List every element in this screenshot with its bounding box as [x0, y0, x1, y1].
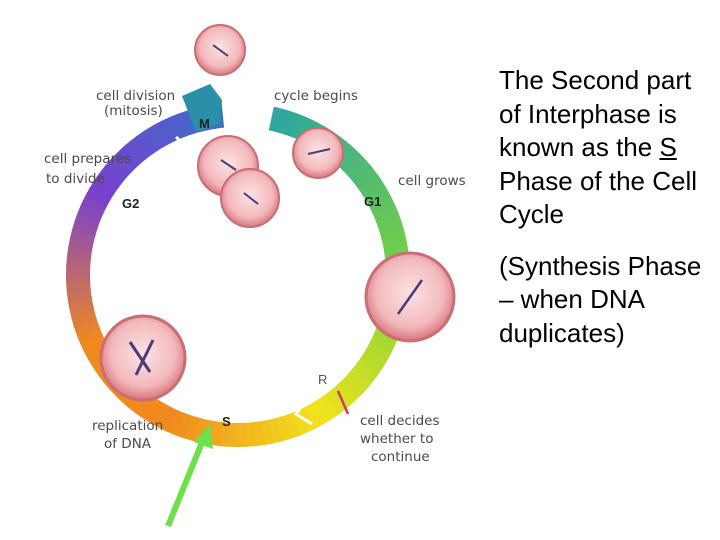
- label-continue: continue: [371, 449, 430, 465]
- phase-label-s: S: [222, 414, 231, 429]
- label-cell-grows: cell grows: [398, 173, 466, 189]
- cell-s-phase: [101, 316, 185, 400]
- paragraph-2: (Synthesis Phase – when DNA duplicates): [499, 250, 702, 348]
- cell-g1-large: [366, 253, 454, 341]
- phase-label-m: M: [199, 116, 210, 131]
- s-underlined: S: [659, 132, 677, 162]
- label-cell-prepares: cell prepares: [44, 151, 132, 167]
- label-cycle-begins: cycle begins: [274, 88, 358, 104]
- paragraph-1: [499, 64, 714, 232]
- side-text: [499, 64, 714, 350]
- cell-top: [195, 25, 245, 75]
- label-whether-to: whether to: [360, 431, 434, 447]
- para1-text: The Second part of Interphase is known as the: [499, 65, 692, 162]
- phase-label-r: R: [318, 372, 328, 387]
- phase-label-g1: G1: [364, 194, 382, 209]
- cell-g1-small: [293, 128, 343, 178]
- label-mitosis: (mitosis): [104, 103, 163, 119]
- phase-label-g2: G2: [122, 196, 140, 211]
- label-replication: replication: [92, 418, 164, 434]
- cell-dividing: [198, 136, 279, 227]
- label-cell-decides: cell decides: [360, 413, 440, 429]
- label-to-divide: to divide: [46, 171, 105, 187]
- label-cell-division: cell division: [96, 88, 176, 104]
- label-of-dna: of DNA: [104, 436, 152, 452]
- para1-text-end: Phase of the Cell Cycle: [499, 165, 698, 229]
